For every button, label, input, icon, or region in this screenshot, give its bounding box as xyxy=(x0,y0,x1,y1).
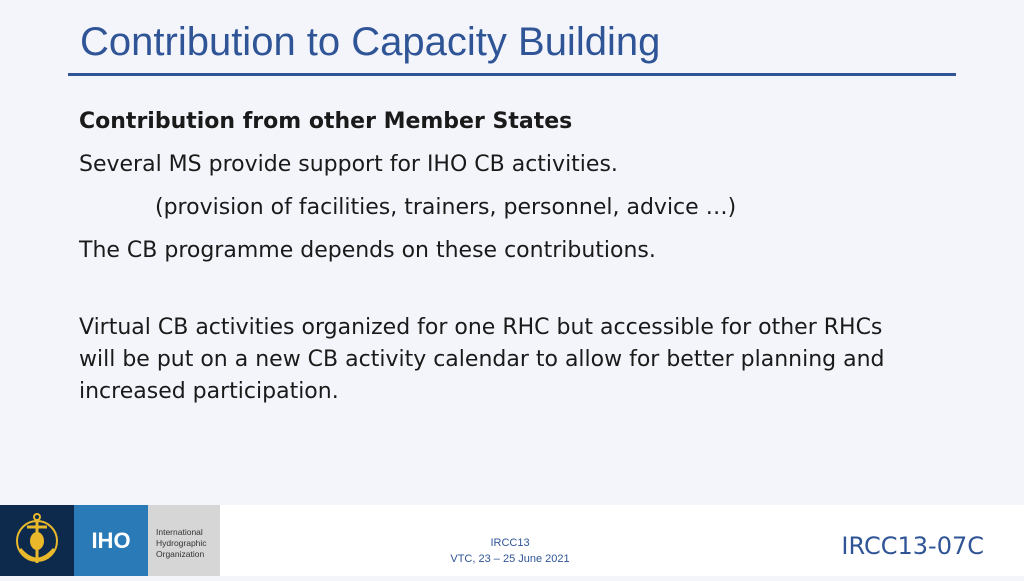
logo-name-line: International xyxy=(156,527,203,537)
slide-title: Contribution to Capacity Building xyxy=(80,20,661,64)
iho-crest-logo xyxy=(0,505,74,576)
slide-body xyxy=(79,104,959,408)
anchor-icon xyxy=(0,505,74,576)
meeting-dates: VTC, 23 – 25 June 2021 xyxy=(450,553,570,565)
footer-meeting-info xyxy=(380,535,640,567)
iho-logo-name xyxy=(148,505,220,576)
logo-name-line: Hydrographic xyxy=(156,538,207,548)
document-code: IRCC13-07C xyxy=(841,532,984,560)
body-line-1: Several MS provide support for IHO CB activities. xyxy=(79,152,618,177)
body-line-3: The CB programme depends on these contributions. xyxy=(79,238,656,263)
iho-logo-abbrev: IHO xyxy=(74,505,148,576)
section-heading: Contribution from other Member States xyxy=(79,109,573,134)
logo-name-line: Organization xyxy=(156,549,205,559)
title-underline xyxy=(68,73,956,76)
body-paragraph-2: Virtual CB activities organized for one RHC but accessible for other RHCs will be put on a new CB activity calendar to allow for better planning and increased participation. xyxy=(79,315,885,404)
body-line-indented: (provision of facilities, trainers, personnel, advice …) xyxy=(155,195,737,220)
footer xyxy=(0,505,1024,576)
meeting-name: IRCC13 xyxy=(490,537,530,549)
